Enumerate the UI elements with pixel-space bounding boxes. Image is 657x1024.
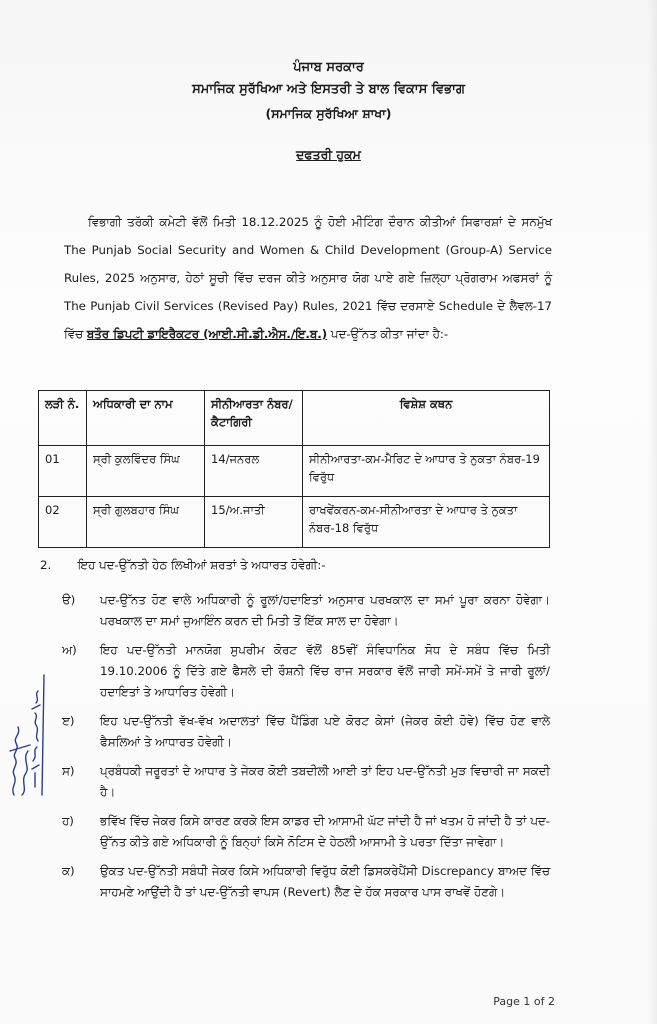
list-item xyxy=(62,640,550,703)
order-title-text: ਦਫਤਰੀ ਹੁਕਮ xyxy=(296,147,361,162)
condition-text: ਪਦ-ਉੱਨਤ ਹੋਣ ਵਾਲੇ ਅਧਿਕਾਰੀ ਨੂੰ ਰੂਲਾਂ/ਹਦਾਇਤਾਂ ਅਨੁਸਾਰ ਪਰਖਕਾਲ ਦਾ ਸਮਾਂ ਪੂਰਾ ਕਰਨਾ ਹੋਵੇਗਾ। ਪਰਖਕਾਲ ਦਾ ਸਮਾਂ ਜੁਆਇੰਨ ਕਰਨ ਦੀ ਮਿਤੀ ਤੋਂ ਇੱਕ ਸਾਲ ਦਾ ਹੋਵੇਗਾ। xyxy=(100,593,551,628)
list-item xyxy=(62,761,550,803)
condition-marker: ਹ) xyxy=(62,814,74,828)
conditions-list xyxy=(62,590,550,911)
condition-text: ਉਕਤ ਪਦ-ਉੱਨਤੀ ਸਬੰਧੀ ਜੇਕਰ ਕਿਸੇ ਅਧਿਕਾਰੀ ਵਿਰੁੱਧ ਕੋਈ ਡਿਸਕਰੇਪੈਂਸੀ Discrepancy ਬਾਅਦ ਵਿੱਚ ਸਾਹਮਣੇ ਆਉਂਦੀ ਹੈ ਤਾਂ ਪਦ-ਉੱਨਤੀ ਵਾਪਸ (Revert) ਲੈਣ ਦੇ ਹੱਕ ਸਰਕਾਰ ਪਾਸ ਰਾਖਵੇਂ ਹੋਣਗੇ। xyxy=(100,864,550,899)
intro-designation: ਬਤੌਰ ਡਿਪਟੀ ਡਾਇਰੈਕਟਰ (ਆਈ.ਸੀ.ਡੀ.ਐਸ./ਇ.ਬ.) xyxy=(86,327,328,341)
list-item xyxy=(62,861,550,903)
section-2-text: ਇਹ ਪਦ-ਉੱਨਤੀ ਹੇਠ ਲਿਖੀਆਂ ਸ਼ਰਤਾਂ ਤੇ ਅਧਾਰਤ ਹੋਵੇਗੀ:- xyxy=(77,558,326,572)
cell-remarks: ਸੀਨੀਆਰਤਾ-ਕਮ-ਮੈਰਿਟ ਦੇ ਆਧਾਰ ਤੇ ਨੁਕਤਾ ਨੰਬਰ-19 ਵਿਰੁੱਧ xyxy=(303,446,550,497)
page-number: Page 1 of 2 xyxy=(493,995,555,1008)
section-2-number: 2. xyxy=(40,558,52,572)
condition-text: ਪ੍ਰਬੰਧਕੀ ਜਰੂਰਤਾਂ ਦੇ ਆਧਾਰ ਤੇ ਜੇਕਰ ਕੋਈ ਤਬਦੀਲੀ ਆਈ ਤਾਂ ਇਹ ਪਦ-ਉੱਨਤੀ ਮੁੜ ਵਿਚਾਰੀ ਜਾ ਸਕਦੀ ਹੈ। xyxy=(100,764,550,799)
table-header-row xyxy=(39,391,550,446)
col-header-seniority: ਸੀਨੀਆਰਤਾ ਨੰਬਰ/ਕੈਟਾਗਿਰੀ xyxy=(205,391,303,446)
condition-marker: ਕ) xyxy=(62,864,75,878)
table-row xyxy=(39,446,550,497)
col-header-remarks: ਵਿਸ਼ੇਸ਼ ਕਥਨ xyxy=(303,391,550,446)
cell-remarks: ਰਾਖਵੇਂਕਰਨ-ਕਮ-ਸੀਨੀਆਰਤਾ ਦੇ ਆਧਾਰ ਤੇ ਨੁਕਤਾ ਨੰਬਰ-18 ਵਿਰੁੱਧ xyxy=(303,497,550,548)
col-header-name: ਅਧਿਕਾਰੀ ਦਾ ਨਾਮ xyxy=(87,391,205,446)
table-row xyxy=(39,497,550,548)
cell-seniority: 15/ਅ.ਜਾਤੀ xyxy=(205,497,303,548)
condition-text: ਇਹ ਪਦ-ਉੱਨਤੀ ਮਾਨਯੋਗ ਸੁਪਰੀਮ ਕੋਰਟ ਵੱਲੋਂ 85ਵੀਂ ਸੰਵਿਧਾਨਿਕ ਸੋਧ ਦੇ ਸਬੰਧ ਵਿੱਚ ਮਿਤੀ 19.10.2006 ਨੂੰ ਦਿੱਤੇ ਗਏ ਫੈਸਲੇ ਦੀ ਰੌਸ਼ਨੀ ਵਿੱਚ ਰਾਜ ਸਰਕਾਰ ਵੱਲੋਂ ਜਾਰੀ ਸਮੇਂ-ਸਮੇਂ ਤੇ ਜਾਰੀ ਰੂਲਾਂ/ਹਦਾਇਤਾਂ ਤੇ ਆਧਾਰਿਤ ਹੋਵੇਗੀ। xyxy=(100,643,550,699)
department-name: ਸਮਾਜਿਕ ਸੁਰੱਖਿਆ ਅਤੇ ਇਸਤਰੀ ਤੇ ਬਾਲ ਵਿਕਾਸ ਵਿਭਾਗ xyxy=(192,82,465,97)
list-item xyxy=(62,811,550,853)
section-2-heading xyxy=(40,558,326,573)
cell-name: ਸ੍ਰੀ ਗੁਲਬਹਾਰ ਸਿੰਘ xyxy=(87,497,205,548)
intro-paragraph xyxy=(64,208,552,348)
cell-serial: 02 xyxy=(39,497,87,548)
condition-marker: ਸ) xyxy=(62,764,75,778)
condition-marker: ੳ) xyxy=(62,593,76,607)
intro-part1: ਵਿਭਾਗੀ ਤਰੱਕੀ ਕਮੇਟੀ ਵੱਲੋਂ ਮਿਤੀ 18.12.2025 ਨੂੰ ਹੋਈ ਮੀਟਿੰਗ ਦੌਰਾਨ ਕੀਤੀਆਂ ਸਿਫਾਰਸ਼ਾਂ ਦੇ ਸਨਮੁੱਖ The Punjab Social Security and Women & Child Development (Group-A) Service Rules, 2025 ਅਨੁਸਾਰ, ਹੇਠਾਂ ਸੂਚੀ ਵਿੱਚ ਦਰਜ ਕੀਤੇ ਅਨੁਸਾਰ ਯੋਗ ਪਾਏ ਗਏ ਜ਼ਿਲ੍ਹਾ ਪ੍ਰੋਗਰਾਮ ਅਫਸਰਾਂ ਨੂੰ The Punjab Civil Services (Revised Pay) Rules, 2021 ਵਿੱਚ ਦਰਸਾਏ Schedule ਦੇ ਲੈਵਲ-17 ਵਿੱਚ xyxy=(64,215,552,341)
intro-part2: ਪਦ-ਉੱਨਤ ਕੀਤਾ ਜਾਂਦਾ ਹੈ:- xyxy=(330,327,449,341)
condition-text: ਭਵਿੱਖ ਵਿੱਚ ਜੇਕਰ ਕਿਸੇ ਕਾਰਣ ਕਰਕੇ ਇਸ ਕਾਡਰ ਦੀ ਆਸਾਮੀ ਘੱਟ ਜਾਂਦੀ ਹੈ ਜਾਂ ਖਤਮ ਹੋ ਜਾਂਦੀ ਹੈ ਤਾਂ ਪਦ-ਉੱਨਤ ਕੀਤੇ ਗਏ ਅਧਿਕਾਰੀ ਨੂੰ ਬਿਨ੍ਹਾਂ ਕਿਸੇ ਨੋਟਿਸ ਦੇ ਹੇਠਲੀ ਆਸਾਮੀ ਤੇ ਪਰਤਾ ਦਿੱਤਾ ਜਾਵੇਗਾ। xyxy=(100,814,550,849)
branch-name: (ਸਮਾਜਿਕ ਸੁਰੱਖਿਆ ਸ਼ਾਖਾ) xyxy=(265,106,392,121)
order-title xyxy=(0,147,657,163)
officers-table xyxy=(38,390,550,548)
cell-seniority: 14/ਜਨਰਲ xyxy=(205,446,303,497)
col-header-serial: ਲੜੀ ਨੰ. xyxy=(39,391,87,446)
list-item xyxy=(62,711,550,753)
cell-name: ਸ੍ਰੀ ਕੁਲਵਿੰਦਰ ਸਿੰਘ xyxy=(87,446,205,497)
handwritten-signature xyxy=(2,655,52,805)
page-edge-shadow xyxy=(647,0,657,1024)
govt-name: ਪੰਜਾਬ ਸਰਕਾਰ xyxy=(293,60,364,75)
condition-marker: ੲ) xyxy=(62,714,75,728)
condition-text: ਇਹ ਪਦ-ਉੱਨਤੀ ਵੱਖ-ਵੱਖ ਅਦਾਲਤਾਂ ਵਿੱਚ ਪੈਂਡਿੰਗ ਪਏ ਕੋਰਟ ਕੇਸਾਂ (ਜੇਕਰ ਕੋਈ ਹੋਵੇ) ਵਿੱਚ ਹੋਣ ਵਾਲੇ ਫੈਸਲਿਆਂ ਤੇ ਆਧਾਰਤ ਹੋਵੇਗੀ। xyxy=(100,714,550,749)
cell-serial: 01 xyxy=(39,446,87,497)
condition-marker: ਅ) xyxy=(62,643,77,657)
list-item xyxy=(62,590,550,632)
